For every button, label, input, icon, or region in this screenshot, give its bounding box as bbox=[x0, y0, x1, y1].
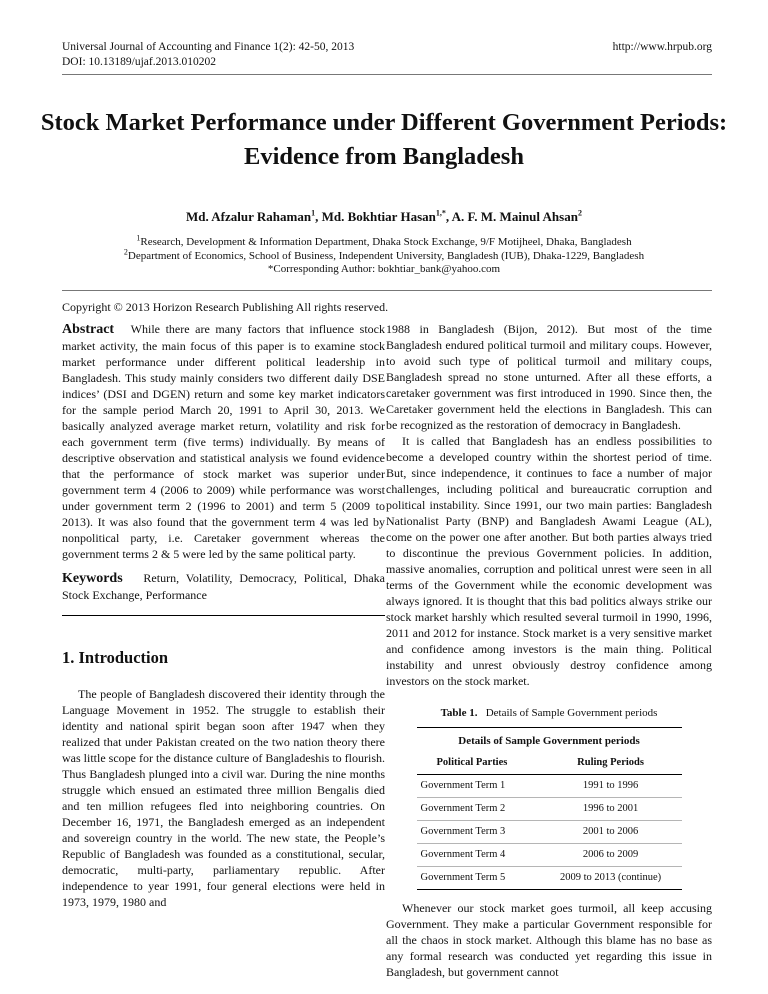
author-affil-marker: 1 bbox=[311, 208, 316, 218]
table-row bbox=[417, 798, 682, 821]
table-cell: 2009 to 2013 (continue) bbox=[540, 867, 682, 890]
abstract-heading: Abstract bbox=[62, 322, 115, 337]
table-cell: 1991 to 1996 bbox=[540, 775, 682, 798]
abstract bbox=[62, 321, 385, 562]
table-row bbox=[417, 844, 682, 867]
running-header-left bbox=[62, 40, 354, 70]
table-cell: Government Term 2 bbox=[417, 798, 540, 821]
table-row bbox=[417, 775, 682, 798]
table-row bbox=[417, 867, 682, 890]
author-list bbox=[40, 209, 728, 225]
author-name: Md. Bokhtiar Hasan bbox=[321, 209, 436, 224]
column-header: Political Parties bbox=[417, 752, 540, 775]
keywords bbox=[62, 570, 385, 603]
table-cell: 2001 to 2006 bbox=[540, 821, 682, 844]
header-rule bbox=[62, 74, 712, 75]
affiliation-2: Department of Economics, School of Business, Independent University, Bangladesh (IUB), Dhaka-1229, Bangladesh bbox=[127, 249, 645, 262]
keywords-text: Return, Volatility, Democracy, Political, Dhaka Stock Exchange, Performance bbox=[62, 571, 385, 602]
table-cell: Government Term 5 bbox=[417, 867, 540, 890]
table-cell: Government Term 3 bbox=[417, 821, 540, 844]
table-cell: Government Term 4 bbox=[417, 844, 540, 867]
right-column bbox=[386, 321, 712, 980]
paragraph: The people of Bangladesh discovered their identity through the Language Movement in 1952. The struggle to establish their identity and national spirit began soon after 1947 when they realized that under Pakistan created on the two nation theory there was little scope for the distance culture of Bangladeshis to flourish. Thus Bangladesh plunged into a civil war. During the nine months struggle which ensued an estimated three million Bengalis died and ten million refugees fled into neighboring countries. On December 16, 1971, the Bangladesh emerged as an independent and sovereign country in the world. The new state, the People’s Republic of Bangladesh was founded as a constitutional, secular, democratic, multi-party, parliamentary republic. After independence to year 1991, four general elections were held in 1973, 1979, 1980 and bbox=[62, 687, 385, 909]
table-caption bbox=[386, 705, 712, 721]
table-row bbox=[417, 821, 682, 844]
paper-title: Stock Market Performance under Different Government Periods: Evidence from Bangladesh bbox=[40, 109, 728, 170]
section-heading: 1. Introduction bbox=[62, 648, 169, 667]
table-caption-label: Table 1. bbox=[440, 707, 478, 719]
left-column bbox=[62, 321, 385, 910]
affiliation-1: Research, Development & Information Department, Dhaka Stock Exchange, 9/F Motijheel, Dhaka, Bangladesh bbox=[140, 236, 632, 248]
table-super-header: Details of Sample Government periods bbox=[417, 728, 682, 753]
affil-marker: 2 bbox=[123, 246, 128, 256]
abstract-text: While there are many factors that influence stock market activity, the main focus of this paper is to examine stock market performance under different political leadership in Bangladesh. This study mainly considers two different daily DSE indices’ (DSI and DGEN) return and some key market indicators for the sample period March 20, 1991 to April 30, 2013. We basically analyzed average market return, volatility and risk for each government term (five terms) individually. By means of descriptive observation and statistical analysis we found evidence that the performance of stock market was superior under government term 4 (2006 to 2009) while performance was worst under government term 2 (1996 to 2001) and term 5 (2009 to 2013). It was also found that the government term 4 was led by nonpolitical party, i.e. Caretaker government whereas the government terms 2 & 5 were led by the same political party. bbox=[62, 322, 385, 561]
paragraph: Whenever our stock market goes turmoil, all keep accusing Government. They make a particular Government responsible for all the chaos in stock market. Although this blame has no base as any formal research was conducted yet regarding this issue in Bangladesh, but government cannot bbox=[386, 901, 712, 979]
affiliation-rule bbox=[62, 290, 712, 291]
paragraph: 1988 in Bangladesh (Bijon, 2012). But most of the time Bangladesh endured political turmoil and military coups. However, to avoid such type of political turmoil and military coups, Bangladesh spread no stone unturned. After all these efforts, a caretaker government was first introduced in 1990. Since then, the Caretaker government held the elections in Bangladesh. This can be recognized as the restoration of democracy in Bangladesh. bbox=[386, 322, 712, 432]
table-cell: 1996 to 2001 bbox=[540, 798, 682, 821]
government-periods-table bbox=[417, 727, 682, 890]
doi: DOI: 10.13189/ujaf.2013.010202 bbox=[62, 56, 216, 68]
journal-citation: Universal Journal of Accounting and Finance 1(2): 42-50, 2013 bbox=[62, 41, 355, 53]
column-header: Ruling Periods bbox=[540, 752, 682, 775]
author-name: A. F. M. Mainul Ahsan bbox=[451, 209, 578, 224]
author-name: Md. Afzalur Rahaman bbox=[186, 209, 312, 224]
affiliations bbox=[40, 233, 728, 277]
keywords-heading: Keywords bbox=[62, 571, 123, 586]
table-cell: 2006 to 2009 bbox=[540, 844, 682, 867]
table-cell: Government Term 1 bbox=[417, 775, 540, 798]
section-divider bbox=[62, 615, 385, 616]
paragraph: It is called that Bangladesh has an endless possibilities to become a developed country within the shortest period of time. But, since independence, it continues to face a number of major challenges, including political and bureaucratic corruption and political instability. Since 1991, our two main parties: Bangladesh Nationalist Party (BNP) and Bangladesh Awami League (AL), come on the power one after another. But both parties always tried to discontinue the previous Government policies. In addition, massive anomalies, corruption and political unrest were seen in all terms of the Government while the economic development was always ignored. It is thought that this bad politics always strike our stock market harshly which resulted several turmoil in 1990, 1996, 2011 and 2012 for instance. Stock market is a very sensitive market and confidence among investors is the main thing. Political instability and unrest obviously destroy confidence among investors on the stock market. bbox=[386, 434, 712, 688]
author-separator: , bbox=[315, 209, 322, 224]
copyright-notice: Copyright © 2013 Horizon Research Publishing All rights reserved. bbox=[62, 300, 389, 314]
corresponding-author: *Corresponding Author: bokhtiar_bank@yahoo.com bbox=[267, 263, 501, 275]
author-affil-marker: 1,* bbox=[435, 208, 446, 218]
table-caption-text: Details of Sample Government periods bbox=[485, 707, 658, 719]
author-affil-marker: 2 bbox=[577, 208, 582, 218]
affil-marker: 1 bbox=[136, 233, 141, 243]
journal-url[interactable]: http://www.hrpub.org bbox=[612, 41, 712, 53]
author-separator: , bbox=[445, 209, 452, 224]
